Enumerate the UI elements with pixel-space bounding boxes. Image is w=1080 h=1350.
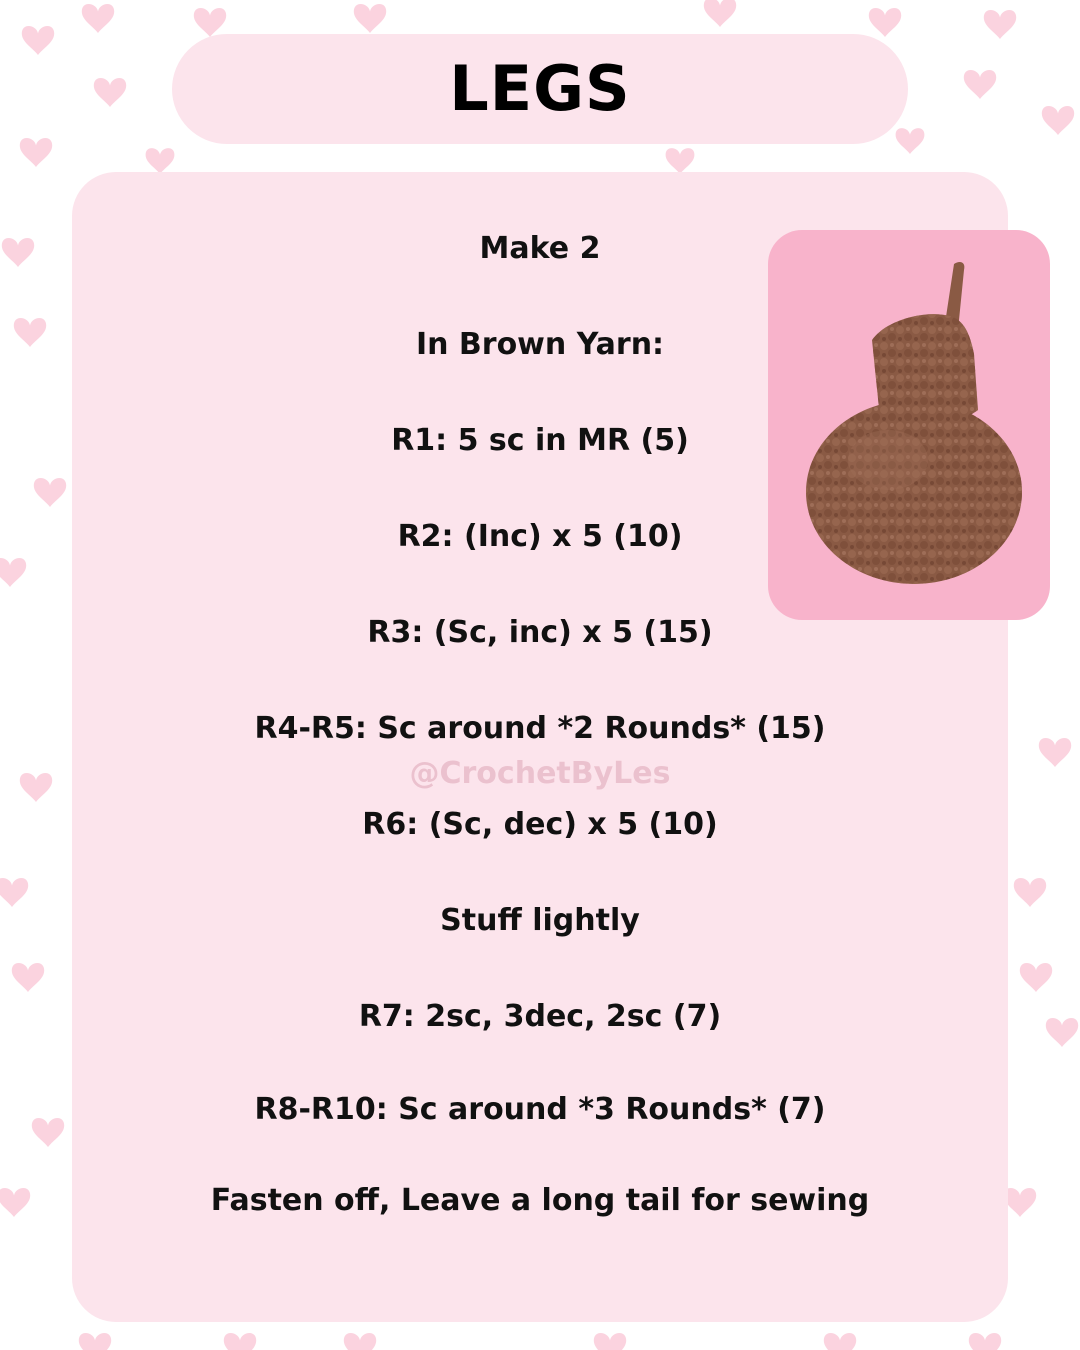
instruction-line: Fasten off, Leave a long tail for sewing xyxy=(210,1183,870,1218)
instruction-line: R6: (Sc, dec) x 5 (10) xyxy=(362,807,718,842)
instruction-line: R1: 5 sc in MR (5) xyxy=(391,423,689,458)
instruction-line: R2: (Inc) x 5 (10) xyxy=(397,519,683,554)
title-banner xyxy=(172,34,908,144)
watermark: @CrochetByLes xyxy=(409,756,671,791)
instruction-line: In Brown Yarn: xyxy=(415,327,665,362)
instruction-line: R3: (Sc, inc) x 5 (15) xyxy=(367,615,713,650)
instruction-line: R7: 2sc, 3dec, 2sc (7) xyxy=(358,999,722,1034)
instruction-line: Make 2 xyxy=(479,231,601,266)
instruction-line: R8-R10: Sc around *3 Rounds* (7) xyxy=(254,1092,826,1127)
page-title: LEGS xyxy=(449,52,631,125)
instruction-line: Stuff lightly xyxy=(440,903,640,938)
instruction-line: R4-R5: Sc around *2 Rounds* (15) xyxy=(254,711,826,746)
